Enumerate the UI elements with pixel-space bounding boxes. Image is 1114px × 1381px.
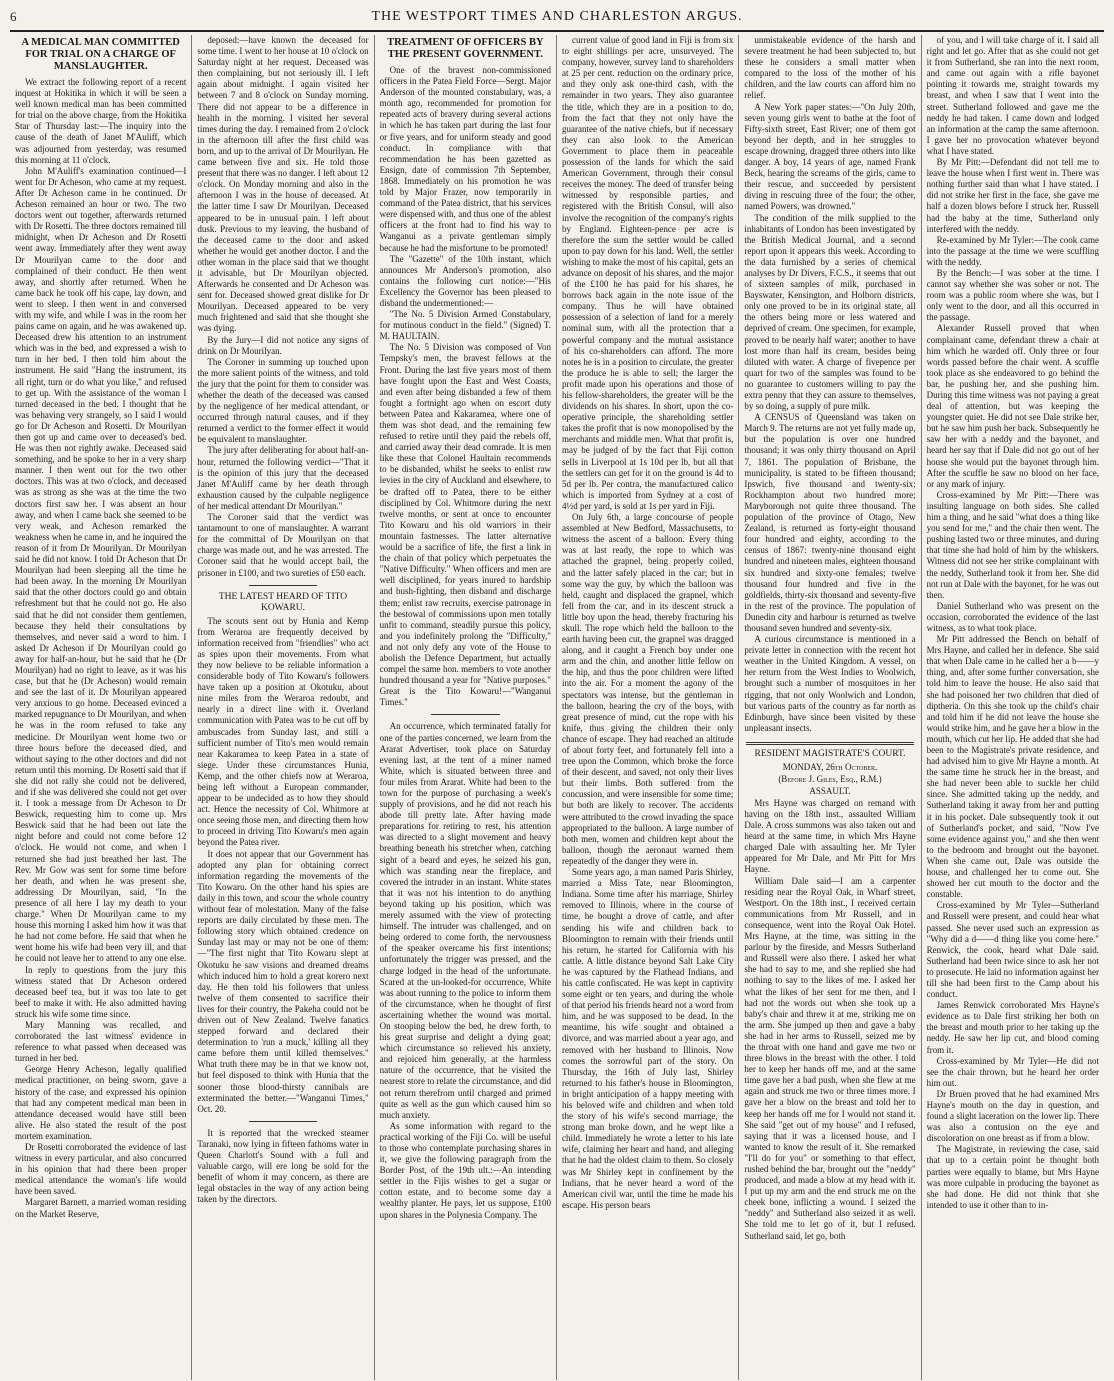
paragraph: An occurrence, which terminated fatally for one of the parties concerned, we learn from the Ararat Advertiser, took place on Saturday evening last, at the tent of a miner named White, which is situated between three and four miles from Ararat. White had been to the town for the purpose of purchasing a week's supply of provisions, and he did not reach his abode till pretty late. After having made preparations for retiring to rest, his attention was directed to a slight movement and heavy breathing beneath his stretcher when, catching sight of a beard and eyes, he seized his gun, which was standing near the fireplace, and covered the intruder in an instant. White states that it was not his intention to do anything beyond taking up his position, which was merely assumed with the view of protecting himself. The intruder was challenged, and on being ordered to come forth, the nervousness of the speaker overcame his first intentions; unfortunately the trigger was pressed, and the charge lodged in the head of the unfortunate. Scared at the un-looked-for occurrence, White was about running to the police to inform them of the circumstance, when he thought of first ascertaining whether the wound was mortal. On stooping below the bed, he drew forth, to his great surprise and delight a dying goat; which circumstance so relieved his anxiety, and rejoiced him generally, at the harmless nature of the occurrence, that he visited the nearest store to relate the circumstance, and did not return therefrom until charged and primed quite as well as the gun which caused him so much anxiety. <box>379 721 551 1120</box>
paragraph: A New York paper states:—"On July 20th, seven young girls went to bathe at the foot of Fifty-sixth street, East River; one of them got beyond her depth, and in her struggles to escape drowning, dragged three others into like danger. A boy, 14 years of age, named Frank Beck, hearing the screams of the girls, came to their rescue, and succeeded by persistent diving in rescuing three of the four; the other, named Powers, was drowned." <box>744 101 916 212</box>
paragraph: Dr Rosetti corroborated the evidence of last witness in every particular, and also concurred in his opinion that had there been proper medical attendance the woman's life would have been saved. <box>15 1142 187 1197</box>
masthead <box>10 6 1104 32</box>
paragraph: It is reported that the wrecked steamer Taranaki, now lying in fifteen fathoms water in Queen Charlott's Sound with a full and valuable cargo, will ere long be sold for the benefit of whom it may concern, as there are legal obstacles in the way of any action being taken by the directors. <box>197 1127 369 1205</box>
paragraph: Mr Pitt addressed the Bench on behalf of Mrs Hayne, and called her in defence. She said that when Dale came in he called her a b——y thing, and, after some further conversation, she told him to leave the house. He also said that she had poisoned her two children that died of diptheria. On this she took up the child's chair and told him if he did not leave the house she would strike him, and he gave her a blow in the mouth, which cut her lip. He added that she had been to the Magistrate's private residence, and had advised him to give Mr Hayne a month. At the same time he struck her in the breast, and she had never been able to suckle her child since. She admitted taking up the neddy, and Sutherland taking it away from her and putting it in his pocket. Dale subsequently took it out of Sutherland's pocket, and said, "Now I've some evidence against you," and she then went to the bedroom and brought out the bayonet. When she came out, Dale was outside the house, and challenged her to come out. She showed her cut mouth to the doctor and the constable. <box>926 634 1099 900</box>
paragraph: deposed:—have known the deceased for some time. I went to her house at 10 o'clock on Saturday night at her request. Deceased was then complaining, but not seriously ill. I left again about midnight. I again visited her between 7 and 8 o'clock on Sunday morning. There did not appear to be a difference in health in the morning. I visited her several times during the day. I remained from 2 o'clock in the afternoon till after the first child was born, and up to the arrival of Dr Mourilyan. He came between five and six. He told those present that there was no danger. I left about 12 o'clock. On Monday morning and also in the afternoon I was in the house of deceased. At the latter time I saw Dr Mourilyan. Deceased appeared to be in unusual pain. I left about dusk. Previous to my leaving, the husband of the deceased came to the door and asked whether he would get another doctor. I and the other woman in the place said that we thought it advisable, but Dr Mourilyan objected. Afterwards he consented and Dr Acheson was sent for. Deceased showed great dislike for Dr Mourilyan. Deceased appeared to be very much frightened and said that she thought she was dying. <box>197 35 369 334</box>
paragraph: A CENSUS of Queensland was taken on March 9. The returns are not yet fully made up, but the population is over one hundred thousand; it was only thirty thousand on April 7, 1861. The population of Brisbane, the municipality, is stated to be fifteen thousand; Ipswich, five thousand and twenty-six; Rockhampton about two hundred more; Maryborough not quite three thousand. The population of the province of Otago, New Zealand, is returned as forty-eight thousand four hundred and eighty, according to the census of 1867: twenty-nine thousand eight hundred and nineteen males, eighteen thousand six hundred and sixty-one females; twelve thousand four hundred and five in the goldfields, thirty-six thousand and seventy-five in the rest of the province. The population of Dunedin city and harbour is returned as twelve thousand seven hundred and seventy-six. <box>744 412 916 633</box>
paragraph: of you, and I will take charge of it. I said all right and let go. After that as she could not get it from Sutherland, she ran into the next room, and came out again with a rifle bayonet pointing it towards me, straight towards my breast, and when I saw that I went into the street. Sutherland followed and gave me the neddy he had taken. I came down and lodged an information at the camp the same afternoon. I gave her no provocation whatever beyond what I have stated. <box>926 35 1099 156</box>
paragraph: Re-examined by Mr Tyler:—The cook came into the passage at the time we were scuffling with the neddy. <box>926 234 1099 267</box>
paragraph: Cross-examined by Mr Pitt:—There was insulting language on both sides. She called him a thing, and he said "what does a thing like you send for me," and the chair then went. The pushing lasted two or three minutes, and during that time she had hold of him by the whiskers. Witness did not see her strike complainant with the neddy, Sutherland took it from her. She did not run at Dale with the bayonet, for he was out then. <box>926 489 1099 600</box>
paragraph: As some information with regard to the practical working of the Fiji Co. will be useful to those who contemplate purchasing shares in it, we give the following paragraph from the Border Post, of the 19th ult.:—An intending settler in the Fijis wishes to get a sugar or cotton estate, and to become some day a wealthy planter. He pays, let us suppose, £100 upon shares in the Polynesia Company. The <box>379 1120 551 1220</box>
divider <box>431 714 500 715</box>
column-4 <box>557 35 739 1380</box>
column-3 <box>375 35 557 1380</box>
paragraph: unmistakeable evidence of the harsh and severe treatment he had been subjected to, but these he considers a small matter when compared to the loss of the mother of his children, and the law courts can afford him no relief. <box>744 35 916 101</box>
column-6 <box>922 35 1104 1380</box>
paragraph: The jury after deliberating for about half-an-hour, returned the following verdict—"That it is the opinion of this jury that the deceased Janet M'Auliff came by her death through exhaustion caused by the culpable negligence of her medical attendant Dr Mourilyan." <box>197 445 369 511</box>
article-heading: RESIDENT MAGISTRATE'S COURT. <box>754 748 906 759</box>
divider <box>249 585 318 586</box>
article-heading: A MEDICAL MAN COMMITTED FOR TRIAL ON A CHARGE OF MANSLAUGHTER. <box>21 37 180 72</box>
subheading: ASSAULT. <box>809 785 851 796</box>
newspaper-title: THE WESTPORT TIMES AND CHARLESTON ARGUS. <box>371 9 743 24</box>
paragraph: The Coroner in summing up touched upon the more salient points of the witness, and told the jury that the point for them to consider was whether the death of the deceased was caused by the negligence of her medical attendant, or occurred through natural causes, and if they returned a verdict to the former effect it would be equivalent to manslaughter. <box>197 356 369 445</box>
paragraph: Mary Manning was recalled, and corroborated the last witness' evidence in reference to what passed when deceased was turned in her bed. <box>15 1019 187 1064</box>
paragraph: William Dale said—I am a carpenter residing near the Royal Oak, in Wharf street, Westport. On the 18th inst., I received certain communications from Mr Russell, and in consequence, went into the Royal Oak Hotel. Mrs Hayne, at the time, was sitting in the parlour by the fireside, and Messrs Sutherland and Russell were also there. I asked her what she had to say to me, and she replied she had nothing to say to the likes of me. I asked her what the likes of her sent for me then, and I had not the words out when she took up a baby's chair and threw it at me, striking me on the arm. She jumped up then and gave a baby she had in her arms to Russell, seized me by the throat with one hand and gave me two or three blows in the breast with the other. I told her to keep her hands off me, and at the same time gave her a bad push, when she flew at me again and struck me two or three times more. I gave her a blow on the breast and told her to keep her hands off me for I would not stand it. She said "get out of my house" and I refused, saying that it was a licensed house, and I wanted to know the result of it. She remarked "I'll do for you" or something to that effect, rushed behind the bar, brought out the "neddy" produced, and made a blow at my head with it. I put up my arm and the end struck me on the cheek bone, inflicting a wound. I seized the "neddy" and Sutherland also seized it as well. She told me to let go of it, but I refused. Sutherland said, let go, both <box>744 875 916 1241</box>
subheading: MONDAY, 26th October. <box>782 761 878 772</box>
paragraph: George Henry Acheson, legally qualified medical practitioner, on being sworn, gave a history of the case, and expressed his opinion that had any competent medical man been in attendance deceased would have still been alive. He also stated the result of the post mortem examination. <box>15 1064 187 1141</box>
paragraph: The condition of the milk supplied to the inhabitants of London has been investigated by the British Medical Journal, and a second report upon it appears this week. According to the data furnished by a series of chemical analyses by Dr Divers, F.C.S., it seems that out of sixteen samples of milk, purchased in Bayswater, Kensington, and Holborn districts, only one proved to be in its original state, all the others being more or less watered and deprived of cream. One specimen, for example, proved to be nearly half water; another to have lost more than half its cream, besides being diluted with water. A charge of fivepence per quart for two of the samples was found to be no guarantee to customers willing to pay the extra penny that they can assure to themselves, by so doing, a supply of pure milk. <box>744 212 916 412</box>
divider <box>249 1121 318 1122</box>
column-1 <box>10 35 192 1380</box>
paragraph: Daniel Sutherland who was present on the occasion, corroborated the evidence of the last witness, as to what took place. <box>926 600 1099 633</box>
paragraph: "The No. 5 Division Armed Constabulary, for mutinous conduct in the field." (Signed) T. M. HAULTAIN. <box>379 309 551 342</box>
double-divider <box>746 742 913 745</box>
columns-container <box>10 35 1104 1380</box>
subheading: (Before J. Giles, Esq., R.M.) <box>778 773 882 784</box>
paragraph: current value of good land in Fiji is from six to eight shillings per acre, unsurveyed. The company, however, survey land to shareholders at 25 per cent. reduction on the ordinary price, and they only ask one-third cash, with the remainder in two years. They also guarantee the title, which they are in a position to do, from the fact that they not only have the guarantee of the native chiefs, but if necessary they can also look to the American Government to place them in peaceable possession of the lands for which the said American Government, through their consul receives the money. The deed of transfer being witnessed by responsible parties, and registered with the British Consul, will also involve the recognition of the company's rights by England. Eighteen-pence per acre is therefore the sum the settler would be called upon to pay down for his land. Well, the settler wishing to make the most of his capital, gets an advance on deposit of his shares, and the major of the £100 he has paid for his shares, he borrows back again in the note issue of the company. Thus he will have obtained possession of a selection of land for a merely nominal sum, with all the protection that a powerful company and the mutual assistance of his co-shareholders can afford. The more notes he is in a position to circulate, the greater the produce he is able to sell; the larger the profit made upon his operations and those of his fellow-shareholders, the greater will be the dividends on his shares. In short, upon the co-operative principle, the shareholding settler takes the profit that is now monopolised by the merchants and middle men. What that profit is, may be judged of by the fact that Fiji cotton sells in Liverpool at 1s 10d per lb, but all that the settlers can get for it on the ground is 4d to 5d per lb. Per contra, the manufactured calico which is imported from Sydney at a cost of 4½d per yard, is sold at 1s per yard in Fiji. <box>561 35 734 511</box>
paragraph: One of the bravest non-commissioned officers in the Patea Field Force—Sergt. Major Anderson of the mounted constabulary, was, a month ago, recommended for promotion for repeated acts of bravery during several actions in which he has taken part during the last four or five years, and for uniform steady and good conduct. In compliance with that recommendation he has been gazetted as Ensign, date of commission 7th September, 1868. Immediately on his promotion he was told by Major Frazer, now temporarily in command of the Patea district, that his services were dispensed with, and thus one of the ablest officers at the front had to find his way to Wanganui as a private gentleman simply because he had the misfortune to be promoted! <box>379 65 551 253</box>
paragraph: James Renwick corroborated Mrs Hayne's evidence as to Dale first striking her both on the breast and mouth prior to her taking up the neddy. He saw her lip cut, and blood coming from it. <box>926 1000 1099 1055</box>
paragraph: The Coroner said that the verdict was tantamount to one of manslaughter. A warrant for the committal of Dr Mourilyan on that charge was made out, and he was arrested. The Coroner said that he would accept bail, the prisoner in £100, and two sureties of £50 each. <box>197 512 369 578</box>
paragraph: By the Jury—I did not notice any signs of drink on Dr Mourilyan. <box>197 334 369 356</box>
paragraph: Mrs Hayne was charged on remand with having on the 18th inst., assaulted William Dale. A cross summons was also taken out and heard at the same time, in which Mrs Hayne charged Dale with assaulting her. Mr Tyler appeared for Mr Dale, and Mr Pitt for Mrs Hayne. <box>744 797 916 875</box>
paragraph: We extract the following report of a recent inquest at Hokitika in which it will be seen a well known medical man has been committed for trial on the above charge, from the Hokitika Star of Thursday last:—The inquiry into the cause of the death of Janet M'Auliff, which was adjourned from yesterday, was resumed this morning at 11 o'clock. <box>15 77 187 165</box>
paragraph: By Mr Pitt:—Defendant did not tell me to leave the house when I first went in. There was nothing further said than what I have stated. I did not strike her first in the face, she gave me half a dozen blows before I struck her. Russell had the baby at the time, Sutherland only interfered with the neddy. <box>926 157 1099 234</box>
paragraph: The Magistrate, in reviewing the case, said that up to a certain point he thought both parties were equally to blame, but Mrs Hayne was more culpable in producing the bayonet as she had done. He did not think that she intended to use it other than to in- <box>926 1144 1099 1210</box>
column-2 <box>192 35 374 1380</box>
paragraph: Cross-examined by Mr Tyler—Sutherland and Russell were present, and could hear what passed. She never used such an expression as "Why did a d——d thing like you come here." Renwick, the cook, heard what Dale said. Sutherland had been twice since to ask her not to prosecute. He laid no information against her till she had been first to the Camp about his conduct. <box>926 900 1099 1000</box>
paragraph: A curious circumstance is mentioned in a private letter in connection with the recent hot weather in the United Kingdom. A vessel, on her return from the West Indies to Woolwich, brought such a number of mosquitoes in her rigging, that not only Woolwich and London, but various parts of the country as far north as Edinburgh, have since been visited by these unpleasant insects. <box>744 634 916 733</box>
column-5 <box>739 35 921 1380</box>
article-heading: THE LATEST HEARD OF TITO KOWARU. <box>218 591 348 613</box>
paragraph: The scouts sent out by Hunia and Kemp from Weraroa are frequently deceived by information received from "friendlies" who act as spies upon their movements. From what they now believe to be reliable information a considerable body of Tito Kowaru's followers have taken up a position at Okotuku, about nine miles from the Weraroa redoubt, and nearly in a direct line with it. Overland communication with Patea was to be cut off by ambuscades from Sunday last, and still a sufficient number of Tito's men would remain near Kakaramea to keep Patea in a state of siege. Under these circumstances Hunia, Kemp, and the other chiefs now at Weraroa, being left without a European commander, appear to be undecided as to how they should act. Hence the necessity of Col. Whitmore at once seeing those men, and directing them how to proceed in driving Tito Kowaru's men again beyond the Patea river. <box>197 615 369 848</box>
paragraph: In reply to questions from the jury this witness stated that Dr Acheson ordered deceased beef tea, but it was too late to get beef to make it with. He also admitted having struck his wife some time since. <box>15 964 187 1019</box>
paragraph: Some years ago, a man named Paris Shirley, married a Miss Tate, near Bloomington, Indiana. Some time after his marriage, Shirley removed to Illinois, where in the course of time, he bought a drove of cattle, and after sending his wife and children back to Bloomington to remain with their friends until his return, he started for California with his cattle. A little distance beyond Salt Lake City he was captured by the Flathead Indians, and his cattle confiscated. He was kept in captivity some eight or ten years, and during the whole of that period his friends heard not a word from him, and he was supposed to be dead. In the meantime, his wife sought and obtained a divorce, and was married about a year ago, and removed with her husband to Illinois. Now comes the sorrowful part of the story. On Thursday, the 16th of July last, Shirley returned to his father's house in Bloomington, in bright anticipation of a happy meeting with his beloved wife and children and when told the story of his wife's second marriage, the strong man broke down, and he wept like a child. Immediately he wrote a letter to his late wife, claiming her heart and hand, and alleging that he had the oldest claim to them. So closely was Mr Shirley kept in confinement by the Indians, that he never heard a word of the American civil war, until the time he made his escape. His person bears <box>561 867 734 1210</box>
article-heading: TREATMENT OF OFFICERS BY THE PRESENT GOVERNMENT. <box>387 37 544 60</box>
paragraph: The No. 5 Division was composed of Von Tempsky's men, the bravest fellows at the Front. During the last five years most of them have fought upon the East and West Coasts, and even after being disbanded a few of them fought a fortnight ago when on escort duty between Patea and Kakaramea, where one of them was shot dead, and the remaining few refused to retire until they paid the rebels off, and carried away their dead comrade. It is men like these that Colonel Haultain recommends to be disbanded, whilst he seeks to enlist raw levies in the city of Auckland and elsewhere, to be drafted off to Patea, there to be either disciplined by Col. Whitmore during the next twelve months, or sent at once to encounter Tito Kowaru and his old warriors in their mountain fastnesses. The latter alternative would be a sacrifice of life, the first a link in the chain of that policy which perpetuates the "Native Difficulty." When officers and men are well disciplined, for years inured to hardship and bush-fighting, then disband and discharge them; enlist raw recruits, exercise patronage in the bestowal of commissions upon men totally unfit to command, steadily pursue this policy, and you indefinitely prolong the "Difficulty," and not only defy any vote of the House to abolish the Defence Department, but actually compel the same hon. members to vote another hundred thousand a year for "Native purposes." Great is the Tito Kowaru!—"Wanganui Times." <box>379 342 551 708</box>
paragraph: By the Bench:—I was sober at the time. I cannot say whether she was sober or not. The room was a public room where she was, but I only went to the door, and all this occurred in the passage. <box>926 267 1099 323</box>
paragraph: On July 6th, a large concourse of people assembled at New Bedford, Massachusetts, to witness the ascent of a balloon. Every thing was at last ready, the rope to which was attached the grapnel, being properly coiled, and the latter safely placed in the car; but in some way the guy, by which the balloon was held, caught and displaced the grapnel, which fell from the car, and in its descent struck a little boy upon the head, thereby fracturing his skull. The rope which held the balloon to the earth having been cut, the grapnel was dragged along, and it caught a French boy under one arm and the chin, and another little fellow on the hip, and thus the poor children were lifted into the air. For a moment the agony of the spectators was intense, but the gentleman in the balloon, hearing the cry of the boys, with great presence of mind, cut the rope with his knife, thus giving the children their only chance of escape. They had reached an altitude of about forty feet, and fortunately fell into a tree upon the Common, which broke the force of their descent, and saved, not only their lives but their limbs. Both suffered from the concussion, and were insensible for some time; but both are likely to recover. The accidents were attributed to the crowd invading the space appropriated to the balloon. A large number of both men, women and children kept about the balloon, though the aeronaut warned them repeatedly of the danger they were in. <box>561 512 734 866</box>
paragraph: Margaret Barnett, a married woman residing on the Market Reserve, <box>15 1197 187 1219</box>
paragraph: The "Gazette" of the 10th instant, which announces Mr Anderson's promotion, also contains the following curt notice:—"His Excellency the Governor has been pleased to disband the undermentioned:— <box>379 253 551 308</box>
paragraph: John M'Auliff's examination continued—I went for Dr Acheson, who came at my request. After Dr Acheson came in he continued. Dr Acheson remained an hour or two. The two doctors went out together, afterwards returned with Dr Rosetti. The three doctors remained till midnight, when Dr Acheson and Dr Rosetti went away. Immediately after they went away Dr Mourilyan came to the door and complained of their conduct. He then went away, and shortly after returned. When he came back he took off his cape, lay down, and went to sleep. I then went in and conversed with my wife, and while I was in the room her pains came on again, and he was awakened up. Deceased drew his attention to an instrument which was in the bed, and expressed a wish to turn in her bed. I then told him about the instrument. He said "Hang the instrument, its all right, turn or do what you like," and refused to get up. With the assistance of the woman I turned deceased in the bed. I thought that he was behaving very strangely, so I said I would go for Dr Acheson and Rosetti. Dr Mourilyan then got up and came over to deceased's bed. He was then not rightly awake. Deceased said something, and he spoke to her in a very sharp manner. I then went out for the two other doctors. This was at two o'clock, and deceased was as strong as she was at the time the two doctors first saw her. I was absent an hour away, and when I came back she seemed to be very weak, and Acheson remarked the weakness when he came in, and he inquired the reason of it from Dr Mourilyan. Dr Mourilyan said he did not know. I told Dr Acheson that Dr Mourilyan had been sleeping all the time he had been away. In the morning Dr Mourilyan said that the other doctors could go and obtain refreshment but that he could not go. He also said that he did not consider them gentlemen, because they held their consultations by themselves, and never said a word to him. I asked Dr Acheson if Dr Mourilyan could go away for half-an-hour, but he said that he (Dr Mourilyan) had no right to leave, as it was his case, but that he (Dr Acheson) would remain and see the last of it. Dr Mourilyan appeared very anxious to go home. Deceased evinced a marked repugnance to Dr Mourilyan, and when he was in the room refused to take any medicine. Dr Mourilyan went home two or three hours before the deceased died, and without saying to the other doctors and did not return until this morning. Dr Rosetti said that if she did not rally she could not be delivered, and if she was delivered she could not get over it. I took a message from Dr Acheson to Dr Beswick, requesting him to come up. Mrs Beswick said that he had been out late the night before and could not come before 12 o'clock. He would not come, and when I returned she had just breathed her last. The Rev. Mr Gow was sent for some time before her death, and when he was present she, addressing Dr Mourilyan, said, "In the presence of all here I lay my death to your charge." When Dr Mourilyan came to my house this morning I asked him how it was that he had not come before. He said that when he went home his wife had been very ill, and that he could not leave her to attend to any one else. <box>15 165 187 964</box>
page-number: 6 <box>10 9 17 24</box>
paragraph: Dr Bruen proved that he had examined Mrs Hayne's mouth on the day in question, and found a slight laceration on the lower lip. There was also a contusion on the eye and discoloration on one breast as if from a blow. <box>926 1088 1099 1144</box>
paragraph: It does not appear that our Government has adopted any plan for obtaining correct information regarding the movements of the Tito Kowaru. On the other hand his spies are daily in this town, and scour the whole country without fear of molestation. Many of the false reports are daily circulated by these men. The following story which obtained credence on Sunday last may or may not be one of them:—"The first night that Tito Kowaru slept at Okotuku he saw visions and dreamed dreams which induced him to hold a great korero next day. He then told his followers that unless twelve of them consented to sacrifice their lives for their country, the Pakeha could not be driven out of New Zealand. Twelve fanatics stepped forward and declared their determination to 'run a muck,' killing all they came before them until killed themselves." What truth there may be in that we know not, but feel disposed to think with Hunia that the sooner those blood-thirsty cannibals are exterminated the better.—"Wanganui Times," Oct. 20. <box>197 848 369 1114</box>
paragraph: Cross-examined by Mr Tyler—He did not see the chair thrown, but he heard her order him out. <box>926 1055 1099 1088</box>
paragraph: Alexander Russell proved that when complainant came, defendant threw a chair at him which he warded off. Only three or four words passed before the chair went. A scuffle took place as she endeavored to go behind the bar, he pushing her, and she pushing him. During this time witness was not paying a great deal of attention, but was keeping the youngster quiet. He did not see Dale strike her, but he saw him push her back. Subsequently he saw her with a neddy and the bayonet, and heard her say that if Dale did not go out of her house she would put the bayonet through him. After the scuffle he saw no blood on her face, or any mark of injury. <box>926 323 1099 489</box>
